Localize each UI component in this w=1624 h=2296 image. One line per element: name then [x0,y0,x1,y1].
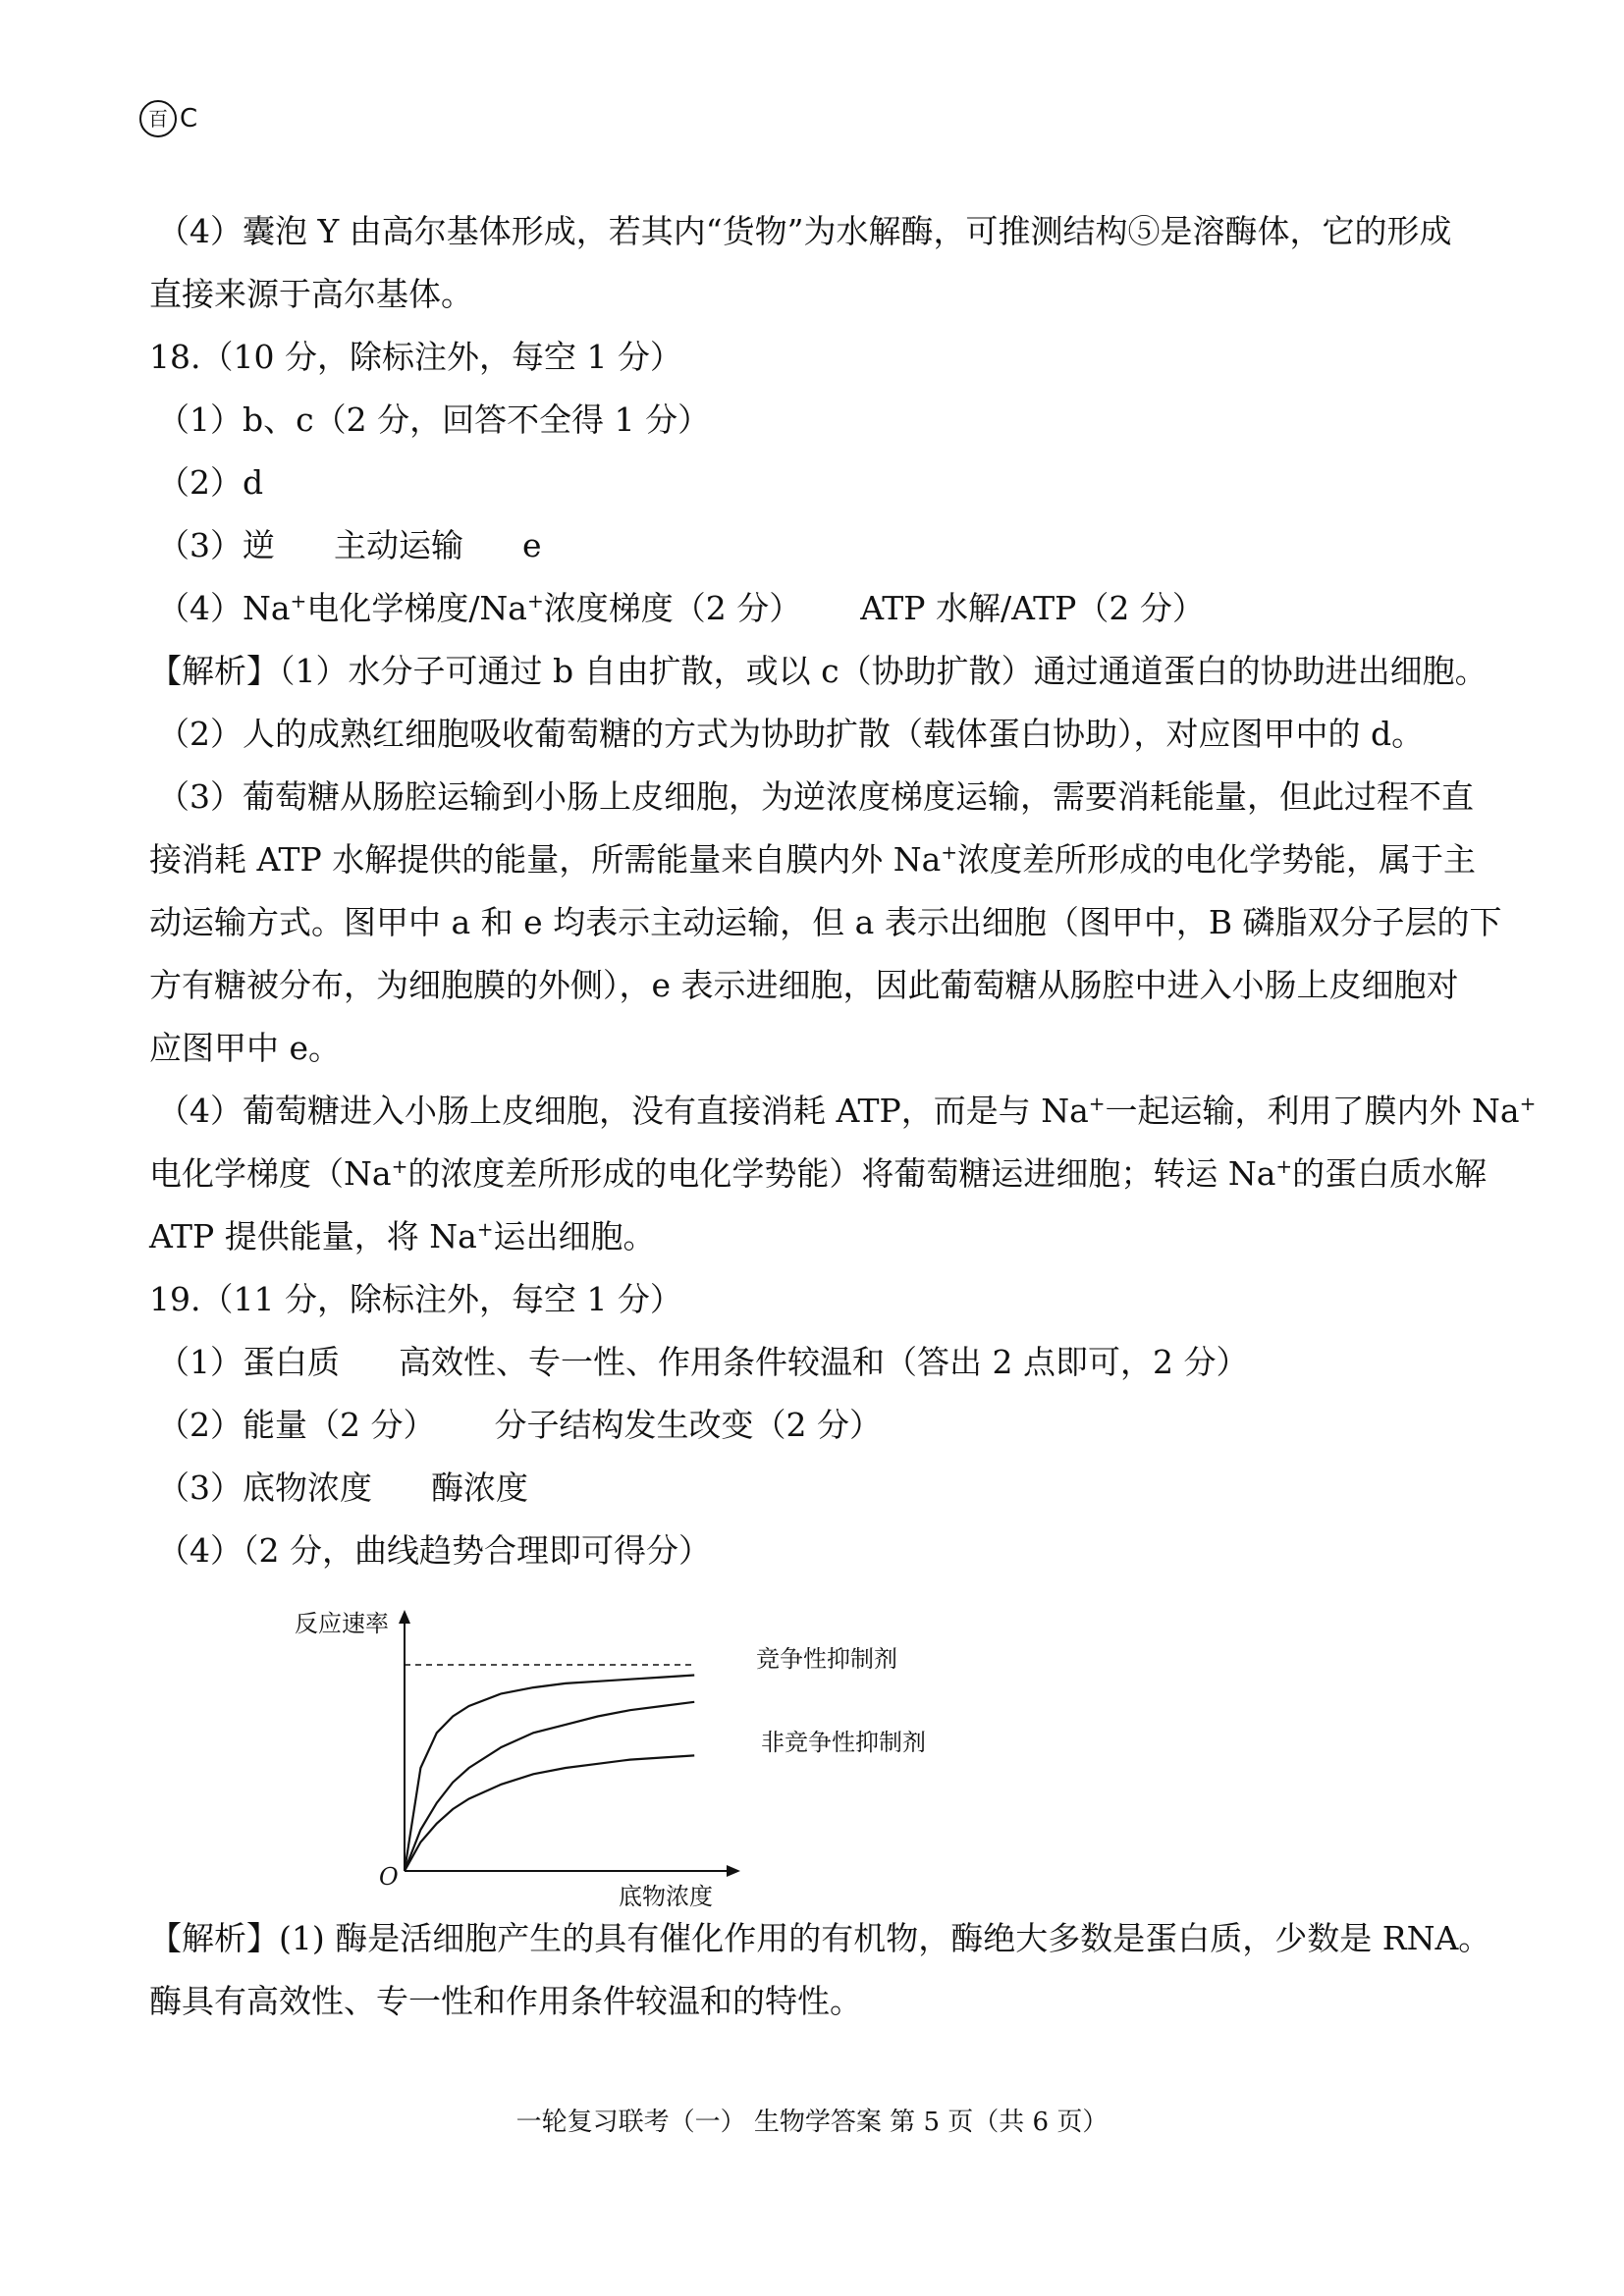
q18-explanation-4-line3 [149,1217,1485,1256]
q19-heading: 19.（11 分，除标注外，每空 1 分） [149,1280,682,1318]
explanation-text: 一起运输，利用了膜内外 Na [1105,1092,1520,1130]
explanation-text: （4）葡萄糖进入小肠上皮细胞，没有直接消耗 ATP，而是与 Na [157,1092,1089,1130]
logo-letter: C [180,104,198,133]
q18-answer-3-blank3: e [522,526,542,564]
q18-explanation-3-line1: （3）葡萄糖从肠腔运输到小肠上皮细胞，为逆浓度梯度运输，需要消耗能量，但此过程不直 [157,777,1474,816]
q18-a4-text: 电化学梯度/Na [306,589,527,627]
q18-a4-text: 浓度梯度（2 分） [543,589,802,627]
superscript-plus: + [476,1217,494,1241]
answer-blank: （1）蛋白质 [157,1343,340,1381]
q19-explanation-1-line1: 【解析】(1) 酶是活细胞产生的具有催化作用的有机物，酶绝大多数是蛋白质，少数是 RNA。 [149,1919,1491,1957]
answer-blank: 分子结构发生改变（2 分） [494,1406,882,1444]
answer-blank: （3）底物浓度 [157,1468,372,1507]
superscript-plus: + [290,589,307,613]
q18-explanation-3-line2 [149,840,1485,880]
q18-heading: 18.（10 分，除标注外，每空 1 分） [149,338,682,376]
answer-blank: 高效性、专一性、作用条件较温和（答出 2 点即可，2 分） [399,1343,1249,1381]
q18-answer-2: （2）d [157,463,264,502]
q18-explanation-4-line2 [149,1154,1488,1194]
q18-answer-3 [157,526,1492,565]
superscript-plus: + [391,1154,408,1178]
superscript-plus: + [941,840,958,864]
superscript-plus: + [1275,1154,1293,1178]
explanation-text: 的蛋白质水解 [1292,1154,1488,1193]
chart-origin-label: O [379,1863,399,1891]
q18-a4-text: ATP 水解/ATP（2 分） [860,589,1205,627]
q18-explanation-1: 【解析】（1）水分子可通过 b 自由扩散，或以 c（协助扩散）通过通道蛋白的协助进出细胞。 [149,652,1488,690]
explanation-text: 运出细胞。 [493,1217,656,1255]
chart-series-line-competitive [405,1702,694,1871]
q18-explanation-3-line4: 方有糖被分布，为细胞膜的外侧），e 表示进细胞，因此葡萄糖从肠腔中进入小肠上皮细胞对 [149,966,1459,1004]
publisher-logo [139,100,197,137]
chart-ylabel: 反应速率 [295,1610,389,1637]
answer-blank: 酶浓度 [431,1468,528,1507]
enzyme-rate-chart [285,1600,972,1914]
logo-circle-mark: 百 [139,100,177,137]
q18-answer-3-blank2: 主动运输 [334,526,463,564]
q18-explanation-3-line5: 应图甲中 e。 [149,1029,342,1067]
q18-answer-1: （1）b、c（2 分，回答不全得 1 分） [157,400,711,439]
q18-answer-3-blank1: （3）逆 [157,526,275,564]
q17-answer-4-line2: 直接来源于高尔基体。 [149,275,473,313]
explanation-text: ATP 提供能量，将 Na [149,1217,477,1255]
q19-answer-2 [157,1406,1492,1445]
explanation-text: 浓度差所形成的电化学势能，属于主 [957,840,1477,879]
explanation-text: 的浓度差所形成的电化学势能）将葡萄糖运进细胞；转运 Na [407,1154,1276,1193]
q19-answer-1 [157,1343,1492,1382]
chart-label-noncompetitive: 非竞争性抑制剂 [761,1729,926,1756]
superscript-plus: + [1088,1092,1106,1115]
q18-explanation-3-line3: 动运输方式。图甲中 a 和 e 均表示主动运输，但 a 表示出细胞（图甲中，B 磷脂双分子层的下 [149,903,1502,941]
chart-series-line-noncompetitive [405,1755,694,1871]
chart-x-axis-arrow [727,1865,740,1877]
q18-a4-text: （4）Na [157,589,291,627]
explanation-text: 接消耗 ATP 水解提供的能量，所需能量来自膜内外 Na [149,840,942,879]
q18-explanation-4-line1 [157,1092,1537,1131]
q18-explanation-2: （2）人的成熟红细胞吸收葡萄糖的方式为协助扩散（载体蛋白协助），对应图甲中的 d。 [157,715,1425,753]
answer-blank: （2）能量（2 分） [157,1406,436,1444]
q19-answer-4: （4）（2 分，曲线趋势合理即可得分） [157,1531,711,1570]
chart-series-line-normal [405,1676,694,1872]
q19-answer-3 [157,1468,1492,1508]
page-footer: 一轮复习联考（一） 生物学答案 第 5 页（共 6 页） [515,2108,1109,2137]
q17-answer-4-line1: （4）囊泡 Y 由高尔基体形成，若其内“货物”为水解酶，可推测结构⑤是溶酶体，它的形成 [157,212,1452,250]
superscript-plus: + [526,589,544,613]
q19-explanation-1-line2: 酶具有高效性、专一性和作用条件较温和的特性。 [149,1982,862,2020]
chart-label-competitive: 竞争性抑制剂 [756,1645,897,1673]
superscript-plus: + [1519,1092,1537,1115]
chart-y-axis-arrow [399,1610,410,1624]
q18-answer-4 [157,589,1492,628]
chart-xlabel: 底物浓度 [619,1883,713,1910]
explanation-text: 电化学梯度（Na [149,1154,392,1193]
